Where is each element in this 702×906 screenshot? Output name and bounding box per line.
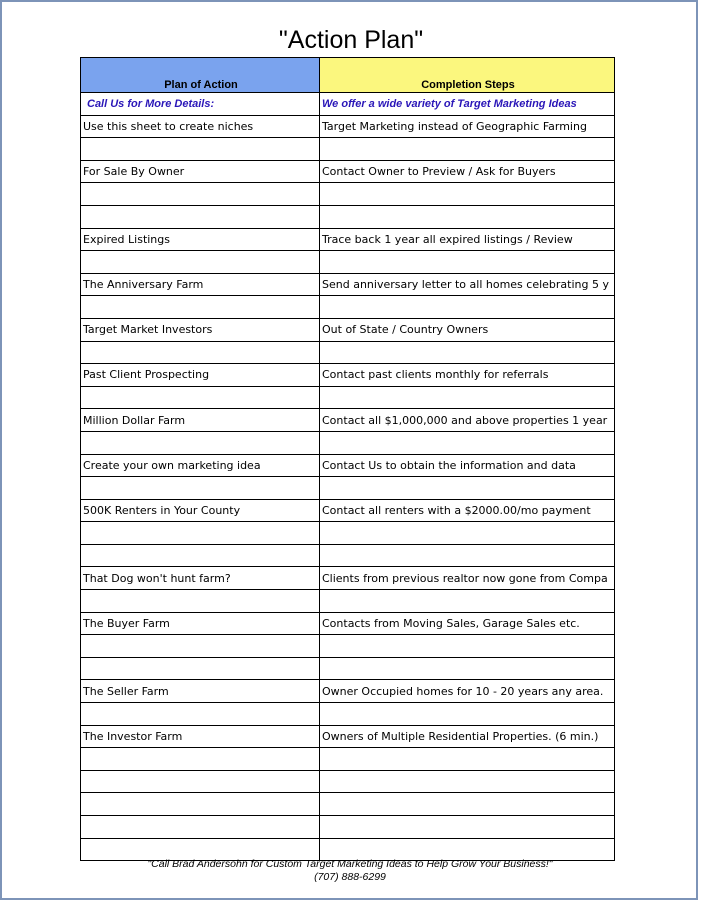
steps-cell[interactable]: [320, 770, 615, 793]
plan-cell[interactable]: The Investor Farm: [81, 725, 320, 748]
table-row: [81, 115, 615, 138]
table-row: [81, 793, 615, 816]
table-row: [81, 386, 615, 409]
table-row: [81, 477, 615, 500]
table-row: [81, 680, 615, 703]
plan-cell[interactable]: [81, 296, 320, 319]
table-row: [81, 409, 615, 432]
steps-cell[interactable]: [320, 748, 615, 771]
steps-cell[interactable]: [320, 657, 615, 680]
plan-cell[interactable]: Target Market Investors: [81, 318, 320, 341]
plan-cell[interactable]: [81, 522, 320, 545]
plan-cell[interactable]: [81, 635, 320, 658]
steps-cell[interactable]: [320, 816, 615, 839]
table-row: [81, 612, 615, 635]
steps-cell[interactable]: [320, 138, 615, 161]
plan-cell[interactable]: That Dog won't hunt farm?: [81, 567, 320, 590]
table-row: [81, 318, 615, 341]
plan-cell[interactable]: [81, 341, 320, 364]
table-row: [81, 567, 615, 590]
plan-cell[interactable]: [81, 748, 320, 771]
plan-cell[interactable]: [81, 703, 320, 726]
steps-cell[interactable]: Contacts from Moving Sales, Garage Sales etc.: [320, 612, 615, 635]
plan-cell[interactable]: [81, 770, 320, 793]
plan-cell[interactable]: [81, 477, 320, 500]
plan-cell[interactable]: 500K Renters in Your County: [81, 499, 320, 522]
plan-cell[interactable]: [81, 431, 320, 454]
table-row: [81, 341, 615, 364]
steps-cell[interactable]: [320, 431, 615, 454]
footer-phone: (707) 888-6299: [314, 871, 386, 883]
table-row: [81, 296, 615, 319]
table-row: [81, 522, 615, 545]
table-row: [81, 770, 615, 793]
steps-cell[interactable]: Contact Owner to Preview / Ask for Buyers: [320, 160, 615, 183]
steps-cell[interactable]: [320, 590, 615, 613]
steps-cell[interactable]: Contact all renters with a $2000.00/mo payment: [320, 499, 615, 522]
plan-cell[interactable]: Million Dollar Farm: [81, 409, 320, 432]
table-row: [81, 273, 615, 296]
plan-cell[interactable]: Create your own marketing idea: [81, 454, 320, 477]
plan-cell[interactable]: Expired Listings: [81, 228, 320, 251]
steps-cell[interactable]: [320, 544, 615, 567]
table-row: [81, 138, 615, 161]
plan-cell[interactable]: Past Client Prospecting: [81, 364, 320, 387]
steps-cell[interactable]: [320, 296, 615, 319]
footer: [80, 858, 620, 884]
table-row: [81, 544, 615, 567]
plan-cell[interactable]: For Sale By Owner: [81, 160, 320, 183]
steps-cell[interactable]: Trace back 1 year all expired listings / Review: [320, 228, 615, 251]
header-completion-steps[interactable]: Completion Steps: [320, 58, 615, 93]
steps-cell[interactable]: [320, 522, 615, 545]
steps-cell[interactable]: [320, 183, 615, 206]
table-row: [81, 251, 615, 274]
plan-cell[interactable]: [81, 183, 320, 206]
steps-cell[interactable]: [320, 477, 615, 500]
plan-cell[interactable]: The Seller Farm: [81, 680, 320, 703]
steps-cell[interactable]: Owner Occupied homes for 10 - 20 years any area.: [320, 680, 615, 703]
footer-message: "Call Brad Andersohn for Custom Target Marketing Ideas to Help Grow Your Business!": [147, 858, 553, 870]
steps-cell[interactable]: [320, 386, 615, 409]
table-row: [81, 657, 615, 680]
table-row: [81, 499, 615, 522]
steps-cell[interactable]: Contact past clients monthly for referrals: [320, 364, 615, 387]
steps-cell[interactable]: [320, 205, 615, 228]
table-row: [81, 635, 615, 658]
plan-cell[interactable]: [81, 251, 320, 274]
plan-cell[interactable]: The Anniversary Farm: [81, 273, 320, 296]
plan-cell[interactable]: [81, 816, 320, 839]
table-row: [81, 703, 615, 726]
plan-cell[interactable]: [81, 386, 320, 409]
header-row: [81, 58, 615, 93]
plan-cell[interactable]: [81, 590, 320, 613]
steps-cell[interactable]: Send anniversary letter to all homes celebrating 5 y: [320, 273, 615, 296]
subheader-plan-cell[interactable]: Call Us for More Details:: [81, 93, 320, 116]
steps-cell[interactable]: Owners of Multiple Residential Properties. (6 min.): [320, 725, 615, 748]
plan-cell[interactable]: [81, 544, 320, 567]
plan-cell[interactable]: [81, 138, 320, 161]
table-row: [81, 454, 615, 477]
table-row: [81, 183, 615, 206]
table-row: [81, 364, 615, 387]
action-plan-table: [80, 57, 615, 861]
steps-cell[interactable]: Target Marketing instead of Geographic Farming: [320, 115, 615, 138]
table-row: [81, 160, 615, 183]
plan-cell[interactable]: Use this sheet to create niches: [81, 115, 320, 138]
steps-cell[interactable]: [320, 703, 615, 726]
table-row: [81, 590, 615, 613]
subheader-row: [81, 93, 615, 116]
table-row: [81, 816, 615, 839]
plan-cell[interactable]: [81, 657, 320, 680]
steps-cell[interactable]: [320, 793, 615, 816]
page-title: "Action Plan": [278, 26, 424, 54]
table-row: [81, 431, 615, 454]
table-row: [81, 725, 615, 748]
steps-cell[interactable]: Clients from previous realtor now gone from Compa: [320, 567, 615, 590]
steps-cell[interactable]: Out of State / Country Owners: [320, 318, 615, 341]
steps-cell[interactable]: [320, 635, 615, 658]
steps-cell[interactable]: [320, 341, 615, 364]
subheader-steps-cell[interactable]: We offer a wide variety of Target Marketing Ideas: [320, 93, 615, 116]
plan-cell[interactable]: The Buyer Farm: [81, 612, 320, 635]
steps-cell[interactable]: [320, 251, 615, 274]
table-row: [81, 205, 615, 228]
header-plan-of-action[interactable]: Plan of Action: [81, 58, 320, 93]
plan-cell[interactable]: [81, 793, 320, 816]
steps-cell[interactable]: Contact Us to obtain the information and data: [320, 454, 615, 477]
steps-cell[interactable]: Contact all $1,000,000 and above properties 1 year: [320, 409, 615, 432]
plan-cell[interactable]: [81, 205, 320, 228]
table-row: [81, 748, 615, 771]
table-row: [81, 228, 615, 251]
